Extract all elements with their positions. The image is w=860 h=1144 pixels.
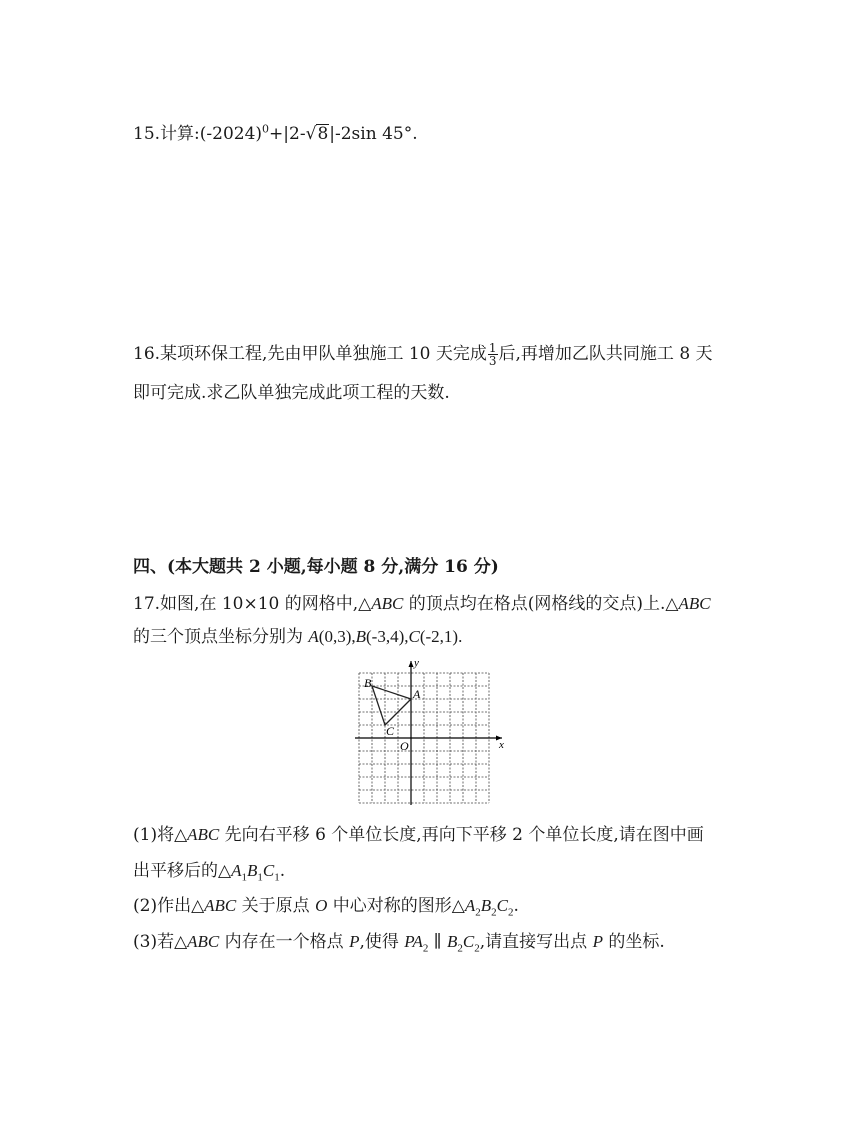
q15-suffix: |-2sin 45°. bbox=[329, 124, 418, 144]
y-axis-arrow-icon bbox=[409, 661, 414, 667]
q16-text-c: 即可完成.求乙队单独完成此项工程的天数. bbox=[133, 383, 450, 403]
q17-text-b: 的顶点均在格点(网格线的交点)上.△ bbox=[403, 594, 679, 614]
triangle-abc-label: ABC bbox=[678, 594, 711, 613]
c2-label: C bbox=[496, 896, 508, 915]
point-b-label: B bbox=[355, 627, 367, 646]
point-p-label: P bbox=[592, 932, 603, 951]
q17-text-a: 17.如图,在 10×10 的网格中,△ bbox=[133, 594, 372, 614]
q16-text-b: 后,再增加乙队共同施工 8 天 bbox=[498, 344, 713, 364]
triangle-abc-label: ABC bbox=[371, 594, 404, 613]
q15-mid: +|2- bbox=[269, 124, 306, 144]
point-a-label: A bbox=[308, 627, 319, 646]
p3-text-e: 的坐标. bbox=[602, 932, 665, 952]
p3-text-b: 内存在一个格点 bbox=[219, 932, 350, 952]
question-16-line-1 bbox=[133, 342, 713, 367]
p1-text-a: (1)将△ bbox=[133, 825, 188, 845]
triangle-abc-label: ABC bbox=[187, 825, 220, 844]
subscript-2: 2 bbox=[422, 942, 429, 955]
p3-text-c: ,使得 bbox=[359, 932, 405, 952]
p3-text-d: ,请直接写出点 bbox=[479, 932, 593, 952]
vertex-b-label: B bbox=[364, 676, 372, 690]
q15-prefix: 15.计算:(-2024) bbox=[133, 124, 263, 144]
triangle-abc-label: ABC bbox=[204, 896, 237, 915]
c2-label: C bbox=[462, 932, 475, 951]
point-c-label: C bbox=[408, 627, 420, 646]
x-axis-label: x bbox=[499, 739, 504, 751]
q17-text-c: 的三个顶点坐标分别为 bbox=[133, 627, 309, 647]
p1-text-c: 出平移后的△ bbox=[133, 861, 232, 881]
coordinate-grid-figure bbox=[350, 655, 510, 810]
p2-text-b: 关于原点 bbox=[236, 896, 316, 916]
question-15 bbox=[133, 122, 418, 146]
question-16-line-2 bbox=[133, 381, 450, 405]
question-17-line-1 bbox=[133, 592, 711, 616]
y-axis-label: y bbox=[414, 657, 419, 669]
b1-label: B bbox=[246, 861, 258, 880]
p3-text-a: (3)若△ bbox=[133, 932, 188, 952]
q15-radicand: 8 bbox=[317, 124, 329, 144]
subscript-2: 2 bbox=[457, 942, 463, 955]
vertex-a-label: A bbox=[413, 687, 421, 701]
a1-label: A bbox=[231, 861, 242, 880]
origin-label: O bbox=[400, 739, 409, 753]
triangle-abc-label: ABC bbox=[187, 932, 220, 951]
sqrt-symbol: √8 bbox=[305, 124, 329, 144]
segment-pa2-label: PA bbox=[404, 932, 423, 951]
point-c-coords: (-2,1). bbox=[419, 627, 463, 646]
p1-text-b: 先向右平移 6 个单位长度,再向下平移 2 个单位长度,请在图中画 bbox=[219, 825, 704, 845]
q17-part-2: (2)作出△ABC 关于原点 O 中心对称的图形$\triangle A_2B_2C_2$. bbox=[133, 896, 519, 919]
point-p-label: P bbox=[349, 932, 360, 951]
q15-exponent: 0 bbox=[262, 122, 270, 136]
subscript-2: 2 bbox=[475, 906, 481, 919]
question-17-line-2 bbox=[133, 625, 462, 649]
fraction-numerator: 1 bbox=[488, 341, 497, 355]
b2-label: B bbox=[480, 896, 492, 915]
point-a-coords: (0,3), bbox=[318, 627, 356, 646]
section-title-text: 四、(本大题共 2 小题,每小题 8 分,满分 16 分) bbox=[133, 557, 499, 577]
c1-label: C bbox=[262, 861, 275, 880]
q17-part-1-line-2: 出平移后的$\triangle A_1B_1C_1$. bbox=[133, 861, 286, 884]
subscript-2: 2 bbox=[474, 942, 480, 955]
q17-part-1-line-1 bbox=[133, 823, 704, 847]
vertex-c-label: C bbox=[386, 724, 395, 738]
origin-o-label: O bbox=[315, 896, 328, 915]
q17-part-3 bbox=[133, 930, 665, 954]
subscript-2: 2 bbox=[491, 906, 497, 919]
parallel-symbol: ∥ bbox=[428, 932, 448, 952]
subscript-1: 1 bbox=[257, 871, 263, 884]
section-4-title bbox=[133, 555, 499, 579]
q16-text-a: 16.某项环保工程,先由甲队单独施工 10 天完成 bbox=[133, 344, 487, 364]
subscript-2: 2 bbox=[507, 906, 514, 919]
a2-label: A bbox=[464, 896, 476, 915]
subscript-1: 1 bbox=[274, 871, 280, 884]
p2-text-a: (2)作出△ bbox=[133, 896, 205, 916]
triangle-abc bbox=[372, 686, 411, 725]
fraction-denominator: 3 bbox=[488, 354, 497, 368]
subscript-1: 1 bbox=[241, 871, 247, 884]
b2-label: B bbox=[447, 932, 458, 951]
q16-fraction bbox=[488, 342, 498, 367]
p2-text-c: 中心对称的图形△ bbox=[327, 896, 465, 916]
point-b-coords: (-3,4), bbox=[366, 627, 409, 646]
